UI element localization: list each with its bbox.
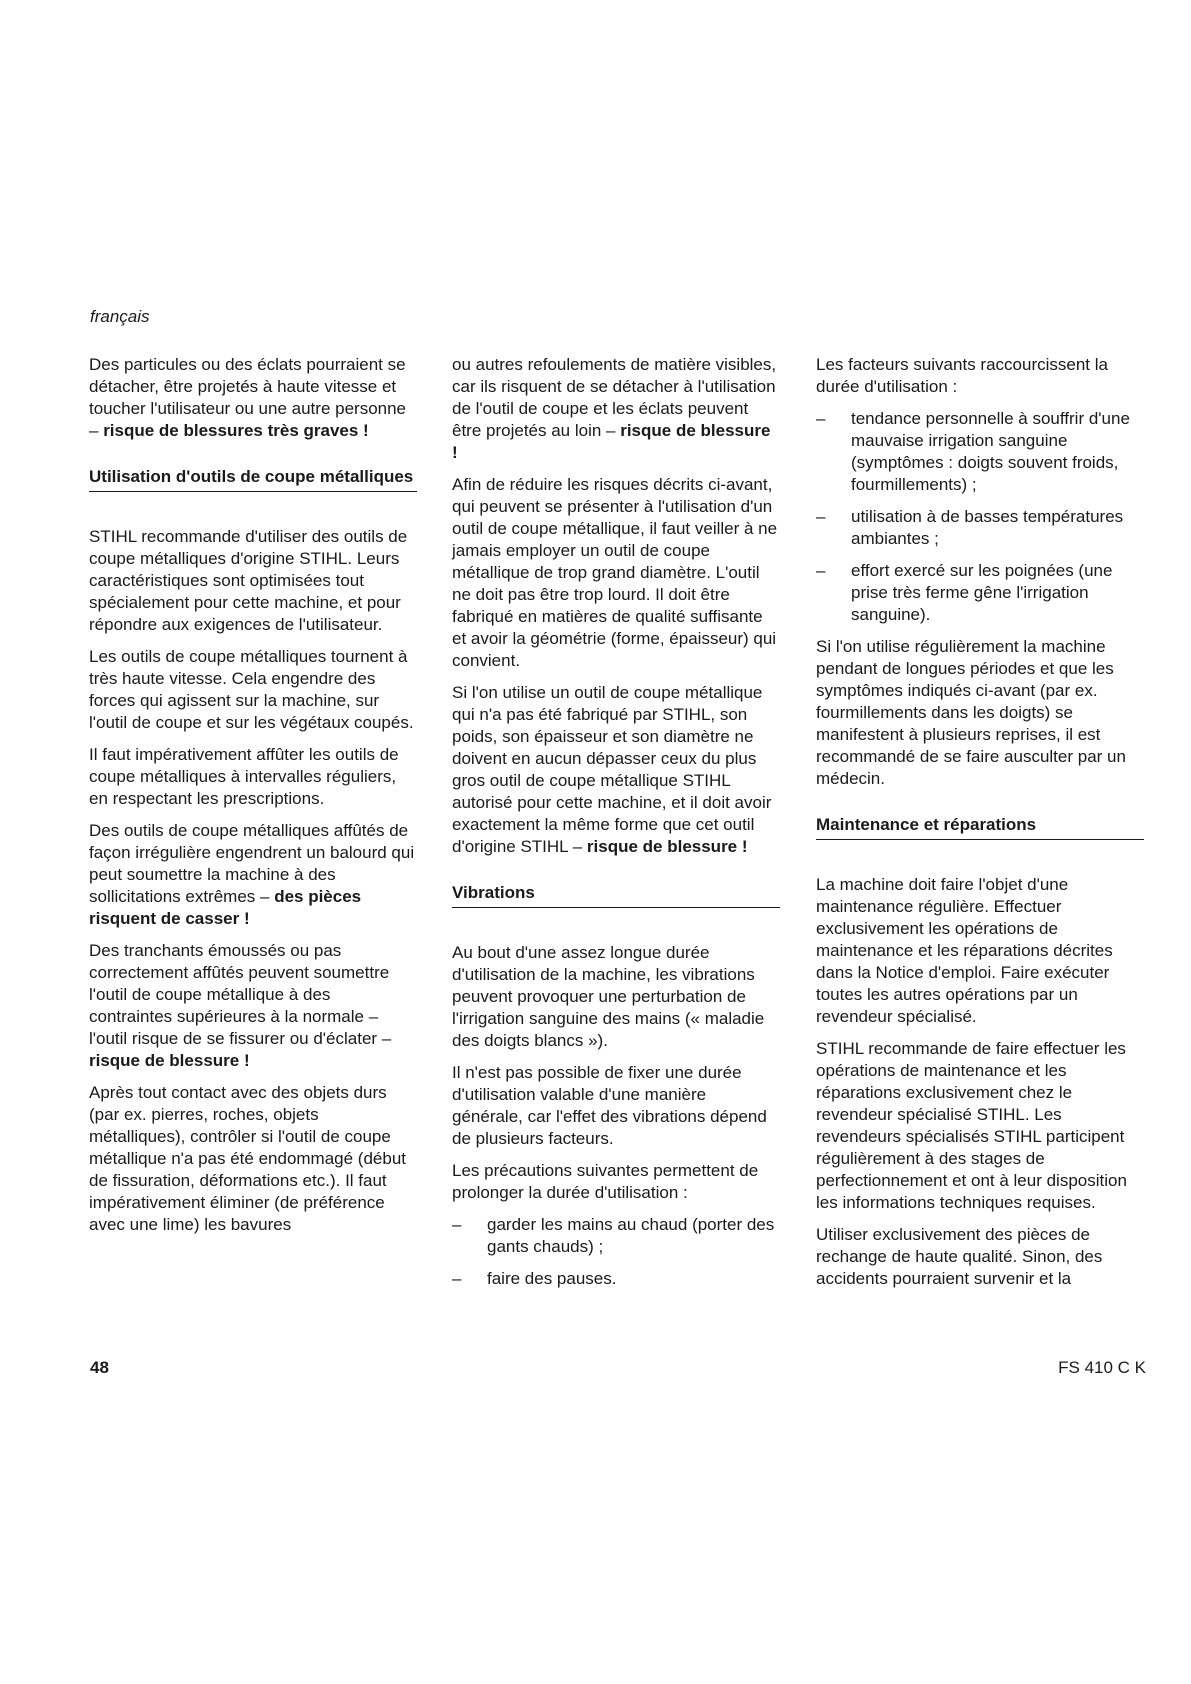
section-heading: Utilisation d'outils de coupe métalliques bbox=[89, 466, 417, 492]
list-item: – tendance personnelle à souffrir d'une mauvaise irrigation sanguine (symptômes : doigts souvent froids, fourmillements) ; bbox=[816, 409, 1130, 494]
list-item: – faire des pauses. bbox=[452, 1269, 617, 1288]
dash-bullet: – bbox=[816, 409, 826, 428]
paragraph: Il n'est pas possible de fixer une durée d'utilisation valable d'une manière générale, car l'effet des vibrations dépend de plusieurs facteurs. bbox=[452, 1063, 767, 1148]
paragraph: Les précautions suivantes permettent de prolonger la durée d'utilisation : bbox=[452, 1161, 759, 1202]
warning-text: risque de blessure ! bbox=[89, 1051, 250, 1070]
list-item: – effort exercé sur les poignées (une prise très ferme gêne l'irrigation sanguine). bbox=[816, 561, 1113, 624]
list-item: – garder les mains au chaud (porter des gants chauds) ; bbox=[452, 1215, 775, 1256]
paragraph: Utiliser exclusivement des pièces de rechange de haute qualité. Sinon, des accidents pourraient survenir et la bbox=[816, 1225, 1103, 1288]
paragraph: Si l'on utilise régulièrement la machine pendant de longues périodes et que les symptômes indiqués ci-avant (par ex. fourmillements dans les doigts) se manifestent à plusieurs reprises, il est recommandé de se faire ausculter par un médecin. bbox=[816, 637, 1126, 788]
warning-text: risque de blessures très graves ! bbox=[103, 421, 369, 440]
text-column-2 bbox=[452, 354, 780, 1300]
list-item: – utilisation à de basses températures ambiantes ; bbox=[816, 507, 1124, 548]
paragraph: Des particules ou des éclats pourraient se détacher, être projetés à haute vitesse et toucher l'utilisateur ou une autre personne – risque de blessures très graves ! bbox=[89, 355, 407, 440]
warning-text: des pièces risquent de casser ! bbox=[89, 887, 362, 928]
paragraph: Les outils de coupe métalliques tournent à très haute vitesse. Cela engendre des forces qui agissent sur la machine, sur l'outil de coupe et sur les végétaux coupés. bbox=[89, 647, 414, 732]
paragraph: La machine doit faire l'objet d'une maintenance régulière. Effectuer exclusivement les opérations de maintenance et les réparations décrites dans la Notice d'emploi. Faire exécuter toutes les autres opérations par un revendeur spécialisé. bbox=[816, 875, 1113, 1026]
paragraph: Des outils de coupe métalliques affûtés de façon irrégulière engendrent un balourd qui peut soumettre la machine à des sollicitations extrêmes – des pièces risquent de casser ! bbox=[89, 821, 415, 928]
text-column-3 bbox=[816, 354, 1144, 1300]
paragraph: Au bout d'une assez longue durée d'utilisation de la machine, les vibrations peuvent provoquer une perturbation de l'irrigation sanguine des mains (« maladie des doigts blancs »). bbox=[452, 943, 765, 1050]
dash-bullet: – bbox=[816, 507, 826, 526]
text-column-1 bbox=[89, 354, 417, 1246]
paragraph: Des tranchants émoussés ou pas correctement affûtés peuvent soumettre l'outil de coupe métallique à des contraintes supérieures à la normale – l'outil risque de se fissurer ou d'éclater – risque de blessure ! bbox=[89, 941, 392, 1070]
page-number: 48 bbox=[90, 1358, 109, 1377]
dash-bullet: – bbox=[816, 561, 826, 580]
warning-text: risque de blessure ! bbox=[586, 837, 748, 856]
section-heading: Maintenance et réparations bbox=[816, 814, 1144, 840]
paragraph: STIHL recommande de faire effectuer les opérations de maintenance et les réparations exclusivement chez le revendeur spécialisé STIHL. Les revendeurs spécialisés STIHL participent régulièrement à des stages de perfectionnement et ont à leur disposition les informations techniques requises. bbox=[816, 1039, 1127, 1212]
paragraph: Il faut impérativement affûter les outils de coupe métalliques à intervalles réguliers, en respectant les prescriptions. bbox=[89, 745, 399, 808]
paragraph: Après tout contact avec des objets durs (par ex. pierres, roches, objets métalliques), contrôler si l'outil de coupe métallique n'a pas été endommagé (début de fissuration, déformations etc.). Il faut impérativement éliminer (de préférence avec une lime) les bavures bbox=[89, 1083, 407, 1234]
model-name: FS 410 C K bbox=[1058, 1358, 1146, 1377]
paragraph: Si l'on utilise un outil de coupe métallique qui n'a pas été fabriqué par STIHL, son poids, son épaisseur et son diamètre ne doivent en aucun dépasser ceux du plus gros outil de coupe métallique STIHL autorisé pour cette machine, et il doit avoir exactement la même forme que cet outil d'origine STIHL – risque de blessure ! bbox=[452, 683, 772, 856]
dash-bullet: – bbox=[452, 1215, 462, 1234]
paragraph: STIHL recommande d'utiliser des outils de coupe métalliques d'origine STIHL. Leurs caractéristiques sont optimisées tout spécialement pour cette machine, et pour répondre aux exigences de l'utilisateur. bbox=[89, 527, 408, 634]
warning-text: risque de blessure ! bbox=[452, 421, 771, 462]
paragraph: ou autres refoulements de matière visibles, car ils risquent de se détacher à l'utilisation de l'outil de coupe et les éclats peuvent être projetés au loin – risque de blessure ! bbox=[452, 355, 777, 462]
paragraph: Les facteurs suivants raccourcissent la durée d'utilisation : bbox=[816, 355, 1108, 396]
language-label: français bbox=[90, 307, 150, 326]
section-heading: Vibrations bbox=[452, 882, 780, 908]
dash-bullet: – bbox=[452, 1269, 462, 1288]
paragraph: Afin de réduire les risques décrits ci-avant, qui peuvent se présenter à l'utilisation d'un outil de coupe métallique, il faut veiller à ne jamais employer un outil de coupe métallique de trop grand diamètre. L'outil ne doit pas être trop lourd. Il doit être fabriqué en matières de qualité suffisante et avoir la géométrie (forme, épaisseur) qui convient. bbox=[452, 475, 778, 670]
